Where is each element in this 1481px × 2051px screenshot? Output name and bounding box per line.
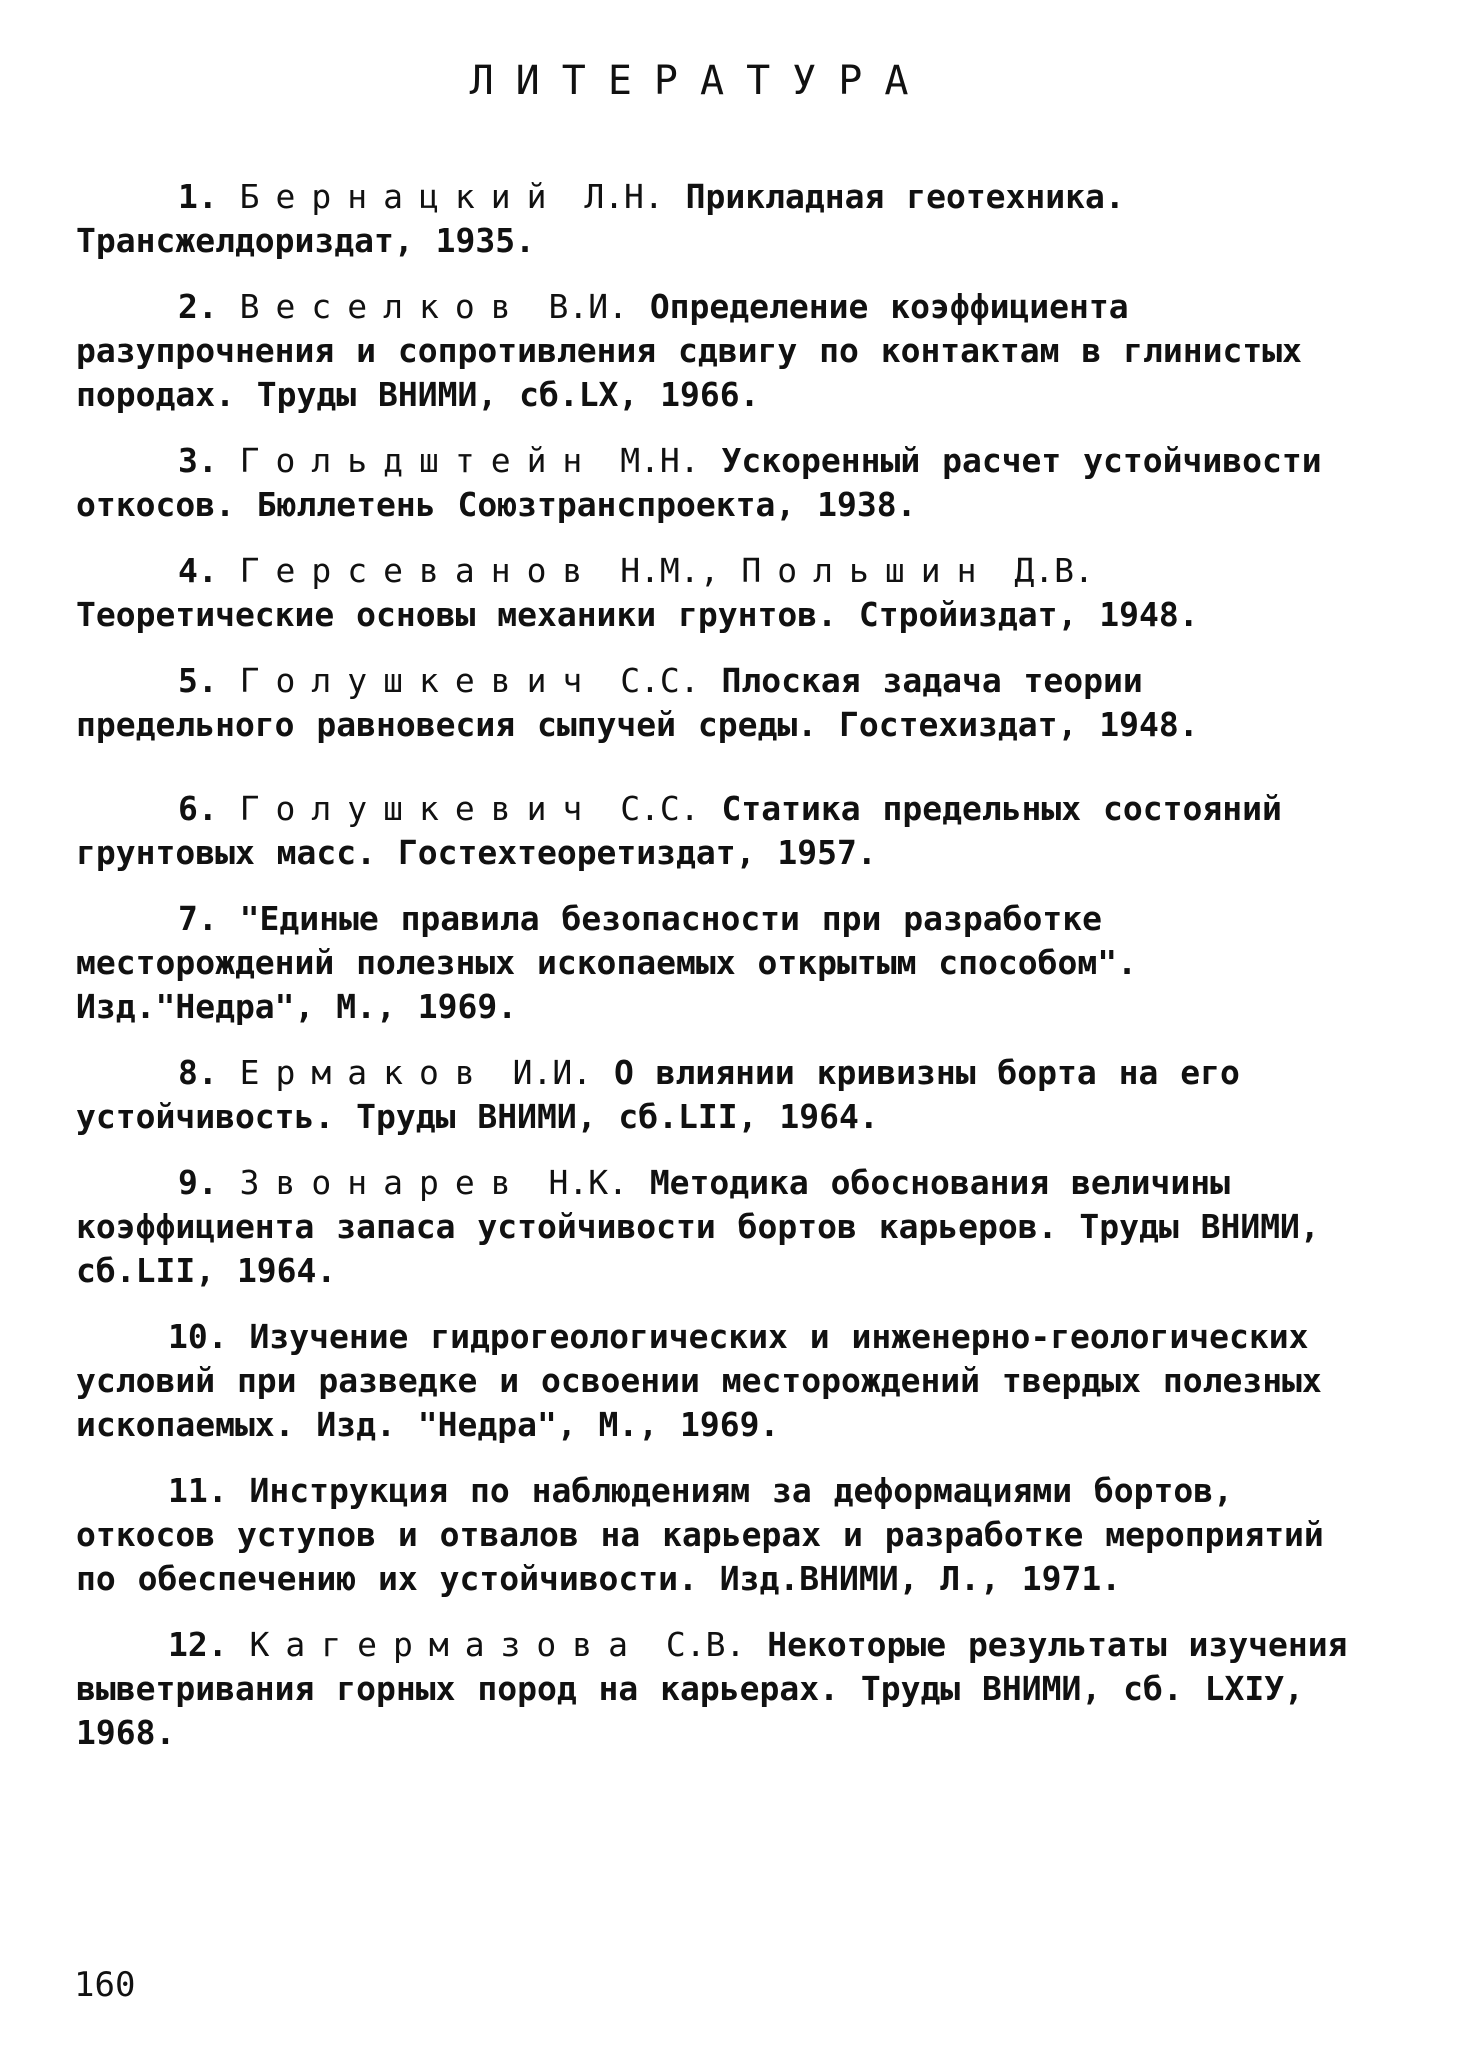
reference-author: Голушкевич bbox=[239, 789, 599, 828]
reference-initials: Л.Н. bbox=[584, 177, 664, 216]
reference-initials: И.И. bbox=[512, 1053, 593, 1092]
reference-number: 3. bbox=[178, 441, 218, 480]
reference-number: 5. bbox=[178, 661, 218, 700]
reference-number: 11. bbox=[168, 1471, 228, 1510]
reference-number: 1. bbox=[178, 177, 218, 216]
reference-item-4 bbox=[76, 549, 1361, 637]
reference-author: Гольдштейн bbox=[239, 441, 599, 480]
page-heading: ЛИТЕРАТУРА bbox=[469, 58, 931, 104]
reference-list bbox=[76, 175, 1361, 1755]
reference-number: 6. bbox=[178, 789, 218, 828]
reference-item-5 bbox=[76, 659, 1361, 747]
reference-number: 9. bbox=[178, 1163, 218, 1202]
reference-initials: С.В. bbox=[665, 1625, 746, 1664]
reference-number: 7. bbox=[178, 899, 218, 938]
reference-initials: В.И. bbox=[548, 287, 628, 326]
reference-author: Звонарев bbox=[239, 1163, 527, 1202]
reference-initials: М.Н. bbox=[620, 441, 700, 480]
reference-item-9 bbox=[76, 1161, 1361, 1293]
reference-author: Голушкевич bbox=[239, 661, 599, 700]
reference-text: Теоретические основы механики грунтов. Стройиздат, 1948. bbox=[76, 595, 1199, 634]
reference-text: Методика обоснования величины коэффициента запаса устойчивости бортов карьеров. Труды ВНИМИ, сб.LII, 1964. bbox=[76, 1163, 1320, 1290]
reference-text: Ускоренный расчет устойчивости откосов. Бюллетень Союзтранспроекта, 1938. bbox=[76, 441, 1322, 524]
reference-text: Определение коэффициента разупрочнения и сопротивления сдвигу по контактам в глинистых породах. Труды ВНИМИ, сб.LX, 1966. bbox=[76, 287, 1302, 414]
reference-author: Ермаков bbox=[239, 1053, 491, 1092]
reference-text: Инструкция по наблюдениям за деформациями бортов, откосов уступов и отвалов на карьерах и разработке мероприятий по обеспечению их устойчивости. Изд.ВНИМИ, Л., 1971. bbox=[76, 1471, 1324, 1598]
reference-number: 12. bbox=[168, 1625, 228, 1664]
reference-text: Плоская задача теории предельного равновесия сыпучей среды. Гостехиздат, 1948. bbox=[76, 661, 1199, 744]
reference-text: О влиянии кривизны борта на его устойчивость. Труды ВНИМИ, сб.LII, 1964. bbox=[76, 1053, 1240, 1136]
reference-initials: С.С. bbox=[620, 789, 700, 828]
reference-number: 4. bbox=[178, 551, 218, 590]
reference-item-6 bbox=[76, 787, 1361, 875]
reference-number: 8. bbox=[178, 1053, 218, 1092]
reference-item-8 bbox=[76, 1051, 1361, 1139]
reference-author: Бернацкий bbox=[239, 177, 563, 216]
reference-initials: Н.М., bbox=[620, 551, 720, 590]
reference-text: Изучение гидрогеологических и инженерно-геологических условий при разведке и освоении месторождений твердых полезных ископаемых. Изд. "Недра", М., 1969. bbox=[76, 1317, 1322, 1444]
reference-item-12 bbox=[76, 1623, 1361, 1755]
reference-item-10 bbox=[76, 1315, 1361, 1447]
reference-text: Статика предельных состояний грунтовых масс. Гостехтеоретиздат, 1957. bbox=[76, 789, 1282, 872]
reference-initials: С.С. bbox=[620, 661, 700, 700]
reference-item-11 bbox=[76, 1469, 1361, 1601]
reference-number: 10. bbox=[168, 1317, 228, 1356]
page-number: 160 bbox=[74, 1965, 136, 2005]
reference-author: Кагермазова bbox=[249, 1625, 645, 1664]
reference-text: Некоторые результаты изучения выветривания горных пород на карьерах. Труды ВНИМИ, сб. LXIУ, 1968. bbox=[76, 1625, 1348, 1752]
reference-text: Прикладная геотехника. Трансжелдориздат, 1935. bbox=[76, 177, 1125, 260]
reference-author: Герсеванов bbox=[239, 551, 599, 590]
reference-item-7 bbox=[76, 897, 1361, 1029]
reference-text: "Единые правила безопасности при разработке месторождений полезных ископаемых открытым способом". Изд."Недра", М., 1969. bbox=[76, 899, 1137, 1026]
reference-number: 2. bbox=[178, 287, 218, 326]
reference-item-2 bbox=[76, 285, 1361, 417]
reference-item-3 bbox=[76, 439, 1361, 527]
reference-coauthor: Польшин bbox=[741, 551, 993, 590]
reference-initials: Н.К. bbox=[548, 1163, 628, 1202]
reference-author: Веселков bbox=[239, 287, 527, 326]
reference-item-1 bbox=[76, 175, 1361, 263]
reference-coauthor-initials: Д.В. bbox=[1014, 551, 1094, 590]
